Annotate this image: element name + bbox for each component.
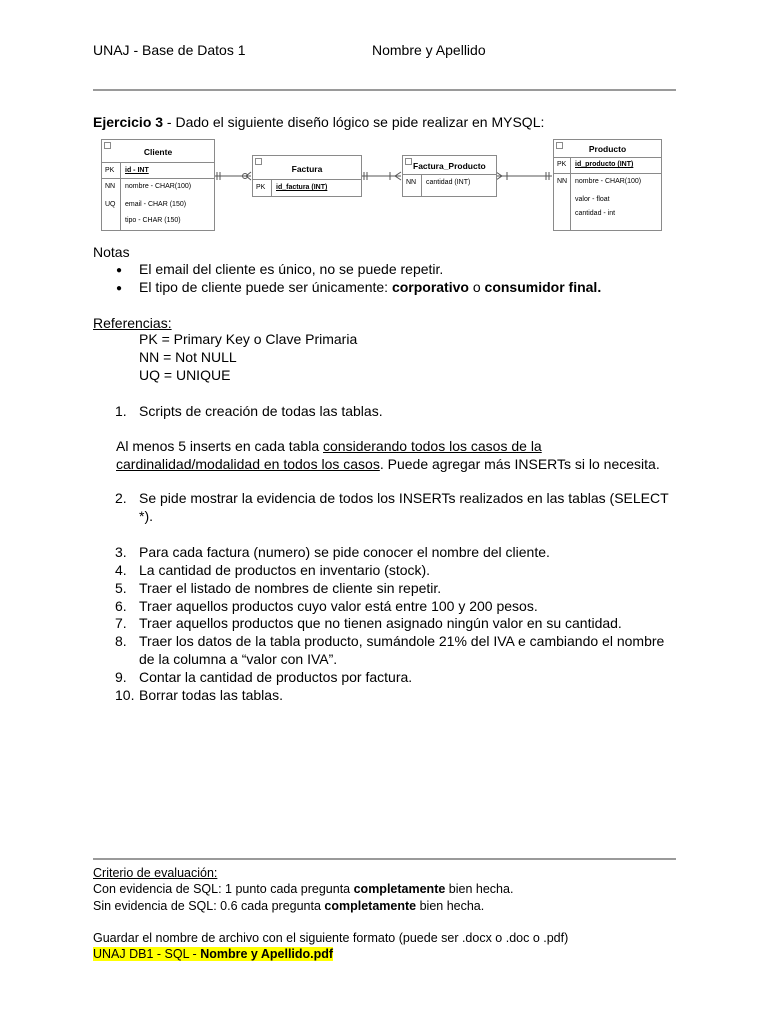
- key-uq: UQ: [105, 201, 116, 208]
- footer-divider: [93, 858, 676, 860]
- criteria-text: Sin evidencia de SQL: 0.6 cada pregunta: [93, 899, 325, 913]
- criteria-bold: completamente: [353, 882, 446, 896]
- task-2-line1: Se pide mostrar la evidencia de todos los INSERTs realizados en las tablas (SELECT: [139, 490, 669, 506]
- references-title: Referencias:: [93, 315, 172, 331]
- header-student-name: Nombre y Apellido: [372, 42, 486, 58]
- criteria-text: Con evidencia de SQL: 1 punto cada pregunta: [93, 882, 354, 896]
- reference-pk: PK = Primary Key o Clave Primaria: [139, 331, 358, 347]
- inserts-underlined: cardinalidad/modalidad en todos los casos: [116, 456, 380, 472]
- task-number: 9.: [115, 669, 127, 685]
- inserts-paragraph-line1: [116, 438, 542, 454]
- task-3: Para cada factura (numero) se pide conocer el nombre del cliente.: [139, 544, 550, 560]
- key-pk: PK: [105, 167, 115, 174]
- er-diagram: [0, 0, 768, 240]
- key-pk: PK: [256, 184, 266, 191]
- key-nn: NN: [557, 178, 568, 185]
- criteria-text: bien hecha.: [416, 899, 485, 913]
- field-nombre: nombre - CHAR(100): [125, 183, 192, 190]
- task-number: 2.: [115, 490, 127, 506]
- table-cliente: [101, 139, 215, 231]
- task-4: La cantidad de productos en inventario (stock).: [139, 562, 431, 578]
- task-8-line1: Traer los datos de la tabla producto, sumándole 21% del IVA e cambiando el nombre: [139, 633, 665, 649]
- task-number: 10.: [115, 687, 135, 703]
- task-1: Scripts de creación de todas las tablas.: [139, 403, 383, 419]
- note-corporativo: corporativo: [391, 279, 469, 295]
- bullet-icon: ●: [116, 265, 123, 276]
- key-nn: NN: [406, 179, 417, 186]
- criteria-without-sql: [93, 898, 484, 914]
- criteria-bold: completamente: [324, 899, 417, 913]
- criteria-text: bien hecha.: [445, 882, 514, 896]
- key-nn: NN: [105, 183, 116, 190]
- table-icon: [405, 158, 412, 165]
- header-course: UNAJ - Base de Datos 1: [93, 42, 246, 58]
- note-consumidor-final: consumidor final.: [484, 279, 602, 295]
- task-number: 4.: [115, 562, 127, 578]
- filename-highlight: [93, 947, 333, 961]
- note-client-type: [139, 279, 601, 295]
- reference-uq: UQ = UNIQUE: [139, 367, 231, 383]
- task-number: 6.: [115, 598, 127, 614]
- note-or: o: [468, 279, 485, 295]
- note-client-type-pre: El tipo de cliente puede ser únicamente:: [139, 279, 392, 295]
- table-factura-producto: [402, 155, 497, 197]
- field-cantidad: cantidad (INT): [426, 179, 471, 186]
- task-7: Traer aquellos productos que no tienen asignado ningún valor en su cantidad.: [139, 615, 622, 631]
- task-number: 3.: [115, 544, 127, 560]
- task-9: Contar la cantidad de productos por factura.: [139, 669, 413, 685]
- task-2-line2: *).: [139, 508, 153, 524]
- criteria-title: Criterio de evaluación:: [93, 866, 218, 880]
- field-nombre: nombre - CHAR(100): [575, 178, 642, 185]
- note-email-unique: El email del cliente es único, no se puede repetir.: [139, 261, 444, 277]
- notes-title: Notas: [93, 244, 130, 260]
- table-producto: [553, 139, 662, 231]
- key-pk: PK: [557, 161, 567, 168]
- field-tipo: tipo - CHAR (150): [125, 217, 181, 224]
- bullet-icon: ●: [116, 283, 123, 294]
- inserts-underlined: considerando todos los casos de la: [323, 438, 542, 454]
- table-cliente-title: Cliente: [143, 147, 173, 157]
- table-factura-producto-title: Factura_Producto: [413, 161, 486, 171]
- exercise-intro: - Dado el siguiente diseño lógico se pide realizar en MYSQL:: [163, 114, 545, 130]
- task-number: 1.: [115, 403, 127, 419]
- field-cantidad: cantidad - int: [575, 210, 616, 217]
- table-producto-title: Producto: [588, 144, 627, 154]
- table-factura-title: Factura: [291, 164, 323, 174]
- field-id: id - INT: [125, 167, 149, 174]
- save-format-note: Guardar el nombre de archivo con el siguiente formato (puede ser .docx o .doc o .pdf): [93, 931, 569, 945]
- field-valor: valor - float: [575, 196, 610, 203]
- task-number: 8.: [115, 633, 127, 649]
- inserts-text: . Puede agregar más INSERTs si lo necesita.: [379, 456, 660, 472]
- filename-prefix: UNAJ DB1 - SQL -: [93, 947, 201, 961]
- task-number: 5.: [115, 580, 127, 596]
- filename-bold: Nombre y Apellido.pdf: [200, 947, 334, 961]
- task-6: Traer aquellos productos cuyo valor está entre 100 y 200 pesos.: [139, 598, 538, 614]
- filename-format: [93, 946, 333, 962]
- task-number: 7.: [115, 615, 127, 631]
- criteria-with-sql: [93, 881, 513, 897]
- field-email: email - CHAR (150): [125, 201, 187, 208]
- task-10: Borrar todas las tablas.: [139, 687, 283, 703]
- table-factura: [252, 155, 362, 197]
- inserts-paragraph-line2: [116, 456, 660, 472]
- reference-nn: NN = Not NULL: [139, 349, 237, 365]
- inserts-text: Al menos 5 inserts en cada tabla: [116, 438, 324, 454]
- task-5: Traer el listado de nombres de cliente sin repetir.: [139, 580, 442, 596]
- task-8-line2: de la columna a “valor con IVA”.: [139, 651, 338, 667]
- field-id-factura: id_factura (INT): [276, 184, 328, 191]
- field-id-producto: id_producto (INT): [575, 161, 634, 168]
- exercise-title: Ejercicio 3: [93, 114, 164, 130]
